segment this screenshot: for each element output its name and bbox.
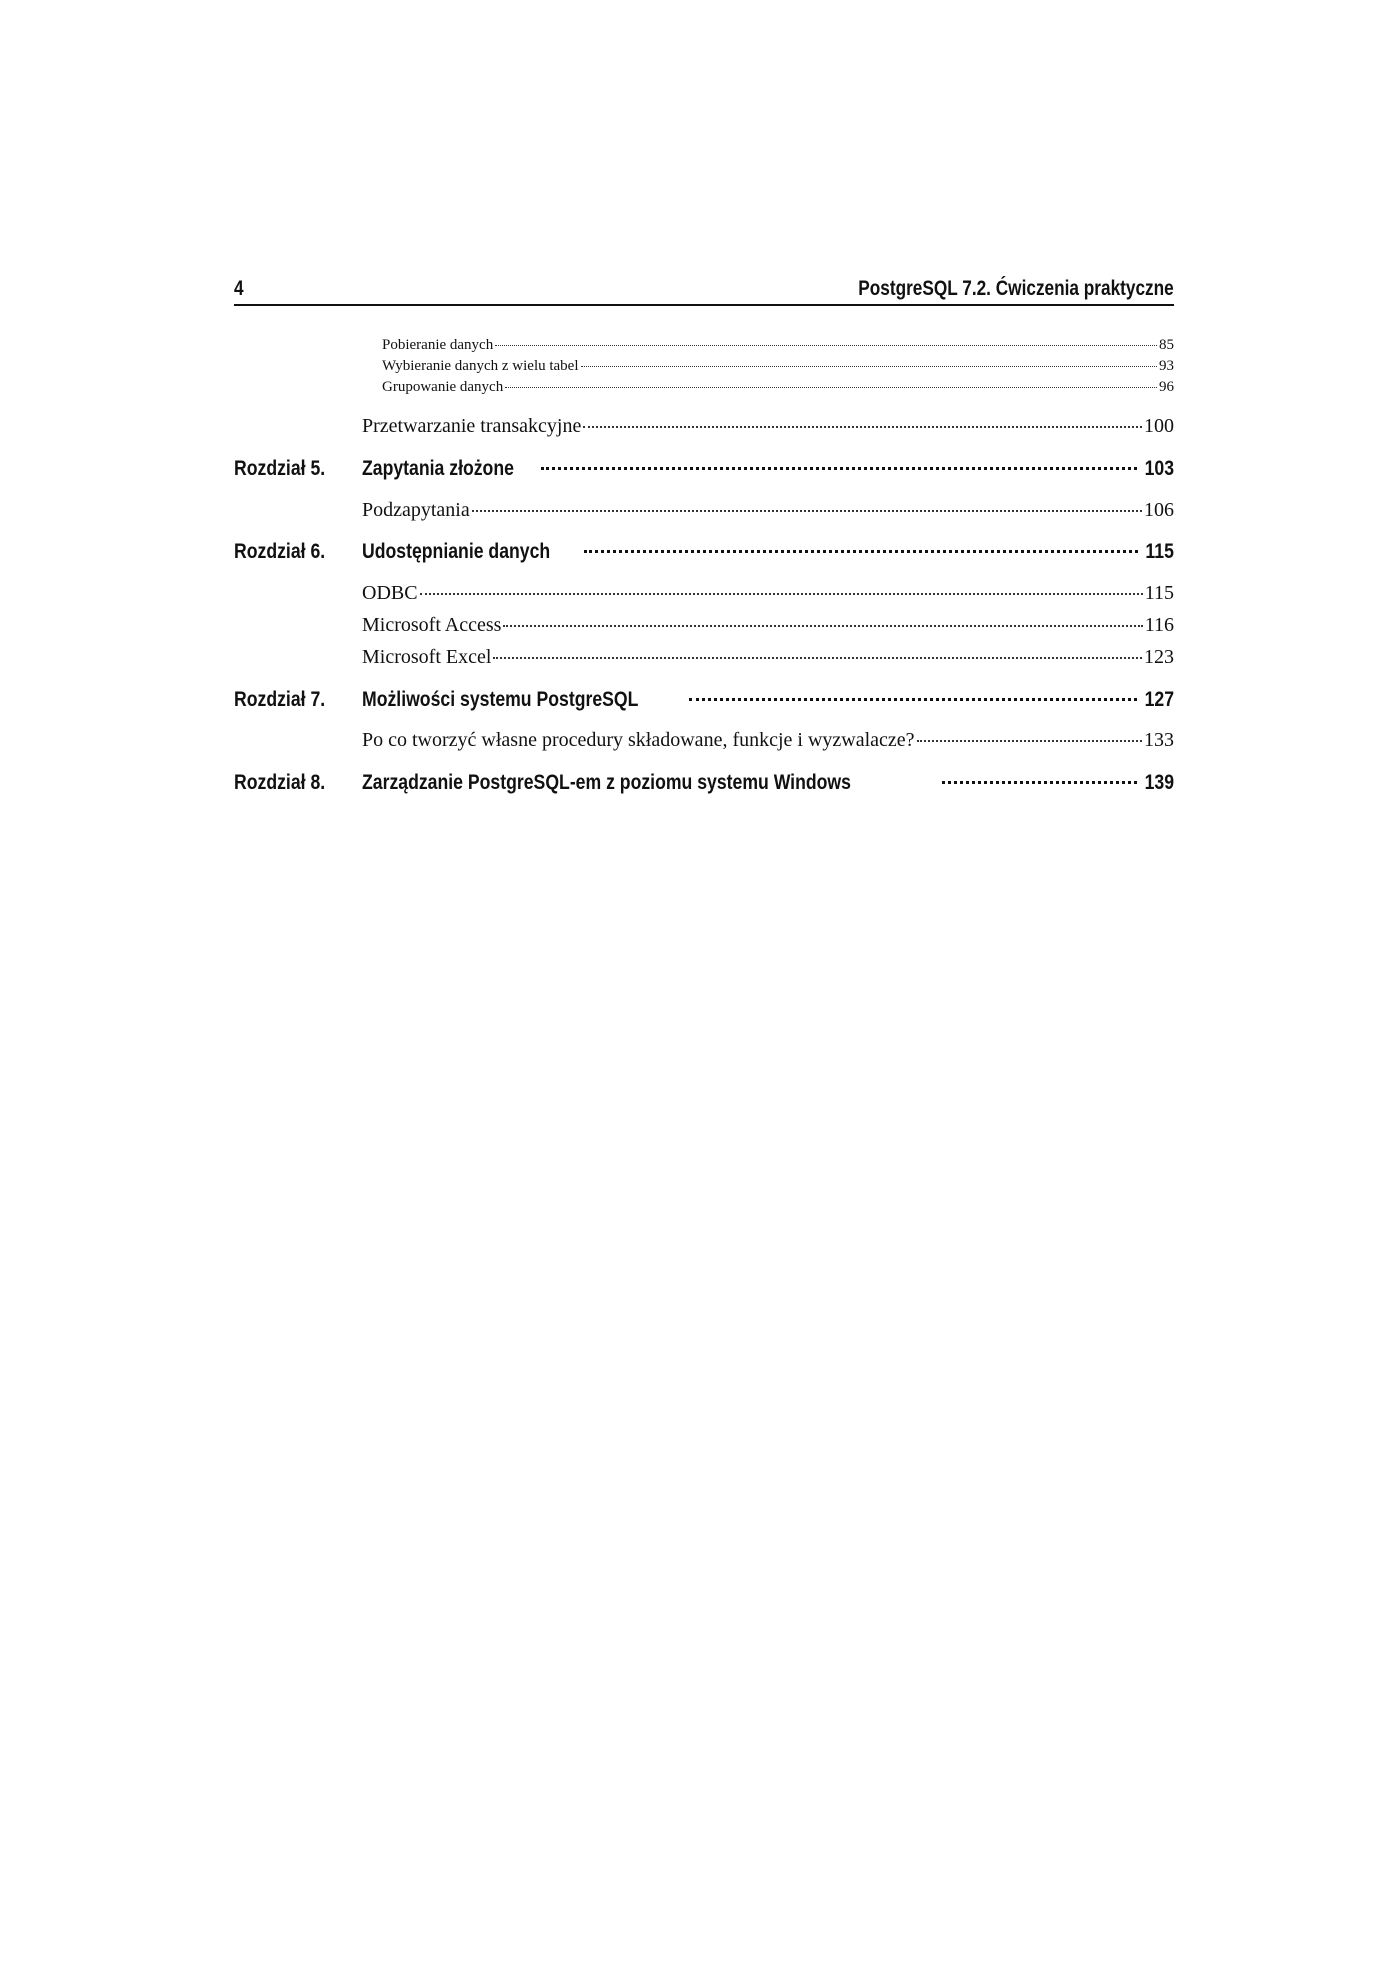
toc-chapter-entry xyxy=(234,455,1174,483)
dot-leader xyxy=(472,510,1142,512)
chapter-title: Możliwości systemu PostgreSQL xyxy=(362,688,639,711)
toc-entry-page: 133 xyxy=(1144,729,1174,751)
dot-leader xyxy=(583,426,1142,428)
dot-leader xyxy=(420,593,1143,595)
toc-chapter-entry xyxy=(234,538,1174,566)
dot-leader xyxy=(584,550,1138,553)
toc-section-entry xyxy=(362,727,1174,753)
dot-leader xyxy=(503,625,1142,627)
toc-entry-title: Przetwarzanie transakcyjne xyxy=(362,415,582,437)
toc-entry-page: 85 xyxy=(1159,337,1174,353)
toc-entry-page: 106 xyxy=(1144,499,1174,521)
toc-section-entry xyxy=(362,612,1174,638)
chapter-title: Zarządzanie PostgreSQL-em z poziomu systemu Windows xyxy=(362,771,851,794)
toc-section-entry xyxy=(362,413,1174,439)
toc-entry-page: 100 xyxy=(1144,415,1174,437)
chapter-number: Rozdział 8. xyxy=(234,771,326,794)
dot-leader xyxy=(689,698,1137,701)
toc-section-entry xyxy=(362,497,1174,523)
toc-entry-page: 96 xyxy=(1159,379,1174,395)
toc-entry-title: Microsoft Excel xyxy=(362,646,492,668)
running-header xyxy=(234,276,1174,306)
chapter-number: Rozdział 6. xyxy=(234,540,326,563)
toc-entry-title: Pobieranie danych xyxy=(382,337,494,353)
dot-leader xyxy=(917,740,1142,742)
toc-entry-title: Grupowanie danych xyxy=(382,379,504,395)
chapter-page: 103 xyxy=(1144,457,1174,480)
chapter-title: Udostępnianie danych xyxy=(362,540,551,563)
dot-leader xyxy=(541,467,1137,470)
toc-entry-title: Po co tworzyć własne procedury składowane, funkcje i wyzwalacze? xyxy=(362,729,915,751)
dot-leader xyxy=(581,366,1157,367)
toc-subsection-entry xyxy=(382,356,1174,376)
chapter-page: 127 xyxy=(1144,688,1174,711)
toc-chapter-entry xyxy=(234,686,1174,714)
toc-subsection-entry xyxy=(382,335,1174,355)
toc-entry-page: 93 xyxy=(1159,358,1174,374)
dot-leader xyxy=(942,781,1137,784)
dot-leader xyxy=(495,345,1157,346)
toc-entry-page: 123 xyxy=(1144,646,1174,668)
page-number: 4 xyxy=(234,277,244,300)
toc-entry-title: ODBC xyxy=(362,582,418,604)
chapter-page: 115 xyxy=(1145,540,1174,563)
toc-entry-title: Wybieranie danych z wielu tabel xyxy=(382,358,579,374)
chapter-title: Zapytania złożone xyxy=(362,457,514,480)
toc-entry-page: 116 xyxy=(1144,614,1174,636)
dot-leader xyxy=(505,387,1157,388)
toc-entry-page: 115 xyxy=(1144,582,1174,604)
toc-subsection-entry xyxy=(382,377,1174,397)
dot-leader xyxy=(493,657,1142,659)
book-title: PostgreSQL 7.2. Ćwiczenia praktyczne xyxy=(858,277,1174,300)
toc-chapter-entry xyxy=(234,769,1174,797)
toc-entry-title: Podzapytania xyxy=(362,499,470,521)
chapter-page: 139 xyxy=(1144,771,1174,794)
toc-section-entry xyxy=(362,644,1174,670)
chapter-number: Rozdział 5. xyxy=(234,457,326,480)
toc-section-entry xyxy=(362,580,1174,606)
chapter-number: Rozdział 7. xyxy=(234,688,326,711)
toc-entry-title: Microsoft Access xyxy=(362,614,502,636)
